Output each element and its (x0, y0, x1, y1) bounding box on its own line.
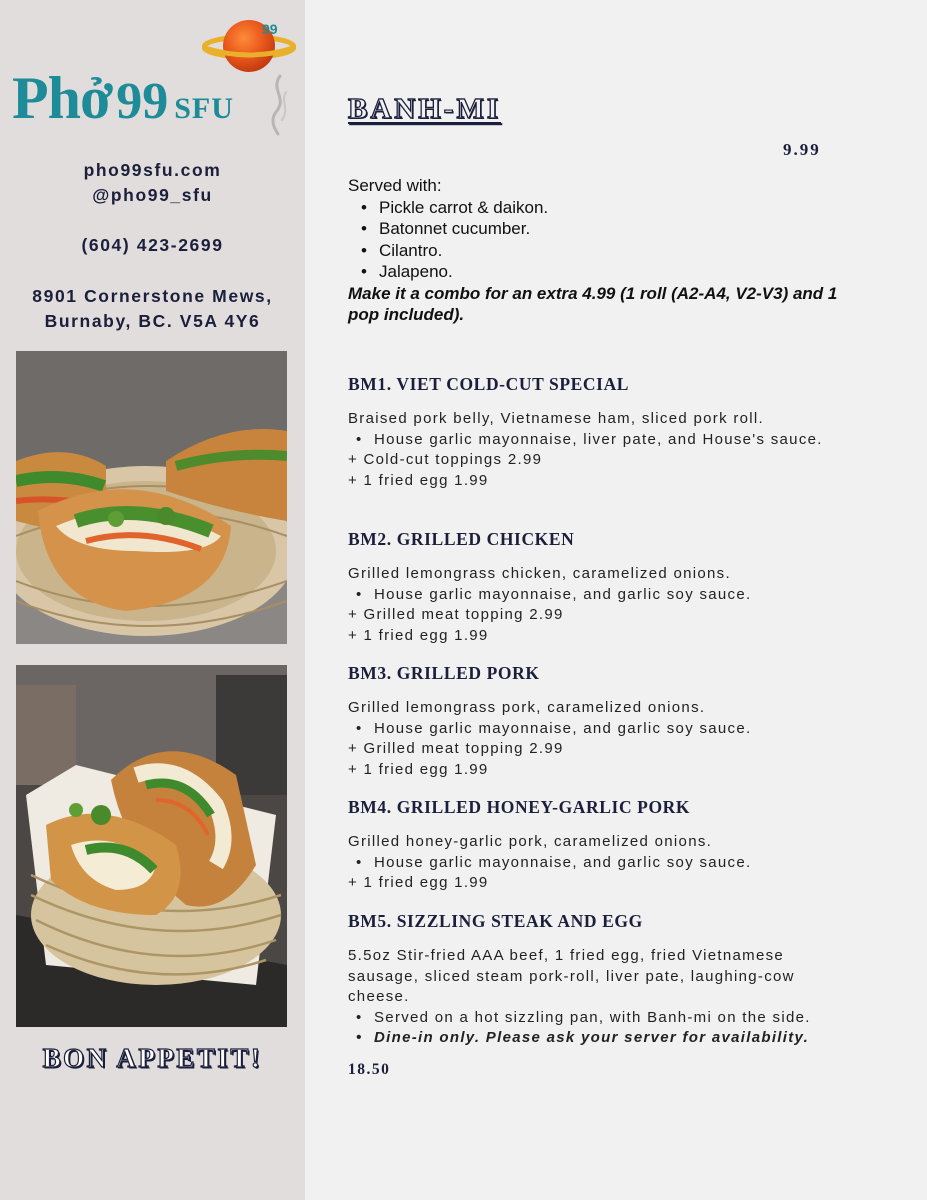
served-with-block (348, 175, 848, 326)
section-title: BANH-MI (348, 93, 502, 125)
menu-item-bullet: • House garlic mayonnaise, and garlic soy sauce. (348, 853, 848, 874)
planet-badge: 99 (262, 21, 278, 37)
menu-item-description: Grilled lemongrass pork, caramelized onions. (348, 699, 706, 716)
menu-item-addon: + Cold-cut toppings 2.99 (348, 451, 543, 468)
menu-item-title: BM2. GRILLED CHICKEN (348, 529, 575, 549)
menu-item-addon: + 1 fried egg 1.99 (348, 471, 489, 489)
menu-item-title: BM4. GRILLED HONEY-GARLIC PORK (348, 797, 691, 817)
menu-item-bm5 (348, 911, 848, 1049)
menu-item-bullet: • Dine-in only. Please ask your server for availability. (348, 1028, 848, 1049)
bon-appetit-tagline: BON APPETIT! (42, 1043, 263, 1073)
menu-item-addon: + 1 fried egg 1.99 (348, 760, 489, 778)
logo-text-sfu: SFU (174, 92, 234, 125)
menu-item-bm3 (348, 663, 848, 780)
menu-item-description: Grilled lemongrass chicken, caramelized onions. (348, 565, 731, 582)
restaurant-logo (10, 14, 295, 129)
menu-content (305, 0, 927, 1200)
sidebar (0, 0, 305, 1200)
steam-swirl-icon (266, 74, 292, 136)
banh-mi-photo-1 (16, 351, 287, 644)
served-with-label: Served with: (348, 176, 442, 195)
section-price: 9.99 (783, 140, 821, 159)
instagram-handle[interactable]: @pho99_sfu (92, 185, 213, 205)
menu-item-title: BM5. SIZZLING STEAK AND EGG (348, 911, 643, 931)
menu-item-bm2 (348, 529, 848, 646)
served-with-item: • Jalapeno. (348, 261, 848, 283)
served-with-item: • Batonnet cucumber. (348, 218, 848, 240)
menu-item-description: Braised pork belly, Vietnamese ham, sliced pork roll. (348, 410, 765, 427)
website-link[interactable]: pho99sfu.com (83, 160, 222, 180)
banh-mi-photo-basket-closeup-icon (16, 665, 287, 1027)
phone-number[interactable]: (604) 423-2699 (81, 235, 224, 255)
logo-wordmark (12, 64, 234, 133)
menu-item-bullet: • House garlic mayonnaise, liver pate, and House's sauce. (348, 430, 848, 451)
address-line-2: Burnaby, BC. V5A 4Y6 (44, 311, 261, 331)
logo-text-99: 99 (116, 73, 169, 130)
menu-item-addon: + 1 fried egg 1.99 (348, 874, 489, 891)
banh-mi-photo-basket-icon (16, 351, 287, 644)
logo-text-pho: Phở (12, 65, 113, 131)
menu-item-addon: + 1 fried egg 1.99 (348, 626, 489, 644)
menu-item-title: BM3. GRILLED PORK (348, 663, 540, 683)
served-with-item: • Cilantro. (348, 240, 848, 262)
menu-item-description: Grilled honey-garlic pork, caramelized onions. (348, 833, 713, 850)
menu-item-addon: + Grilled meat topping 2.99 (348, 606, 564, 623)
menu-item-bm4 (348, 797, 848, 894)
menu-item-addon: + Grilled meat topping 2.99 (348, 740, 564, 757)
menu-item-title: BM1. VIET COLD-CUT SPECIAL (348, 374, 630, 394)
banh-mi-photo-2 (16, 665, 287, 1027)
menu-item-bm1 (348, 374, 848, 491)
menu-item-bullet: • Served on a hot sizzling pan, with Banh-mi on the side. (348, 1008, 848, 1029)
address-line-1: 8901 Cornerstone Mews, (32, 286, 273, 306)
menu-item-bullet: • House garlic mayonnaise, and garlic soy sauce. (348, 585, 848, 606)
combo-note: Make it a combo for an extra 4.99 (1 roll (A2-A4, V2-V3) and 1 pop included). (348, 283, 838, 324)
menu-item-description: 5.5oz Stir-fried AAA beef, 1 fried egg, fried Vietnamese sausage, sliced steam pork-roll, liver pate, laughing-cow cheese. (348, 947, 795, 1005)
menu-item-price: 18.50 (348, 1061, 391, 1078)
menu-item-bullet: • House garlic mayonnaise, and garlic soy sauce. (348, 719, 848, 740)
served-with-item: • Pickle carrot & daikon. (348, 197, 848, 219)
served-with-list (348, 197, 848, 283)
